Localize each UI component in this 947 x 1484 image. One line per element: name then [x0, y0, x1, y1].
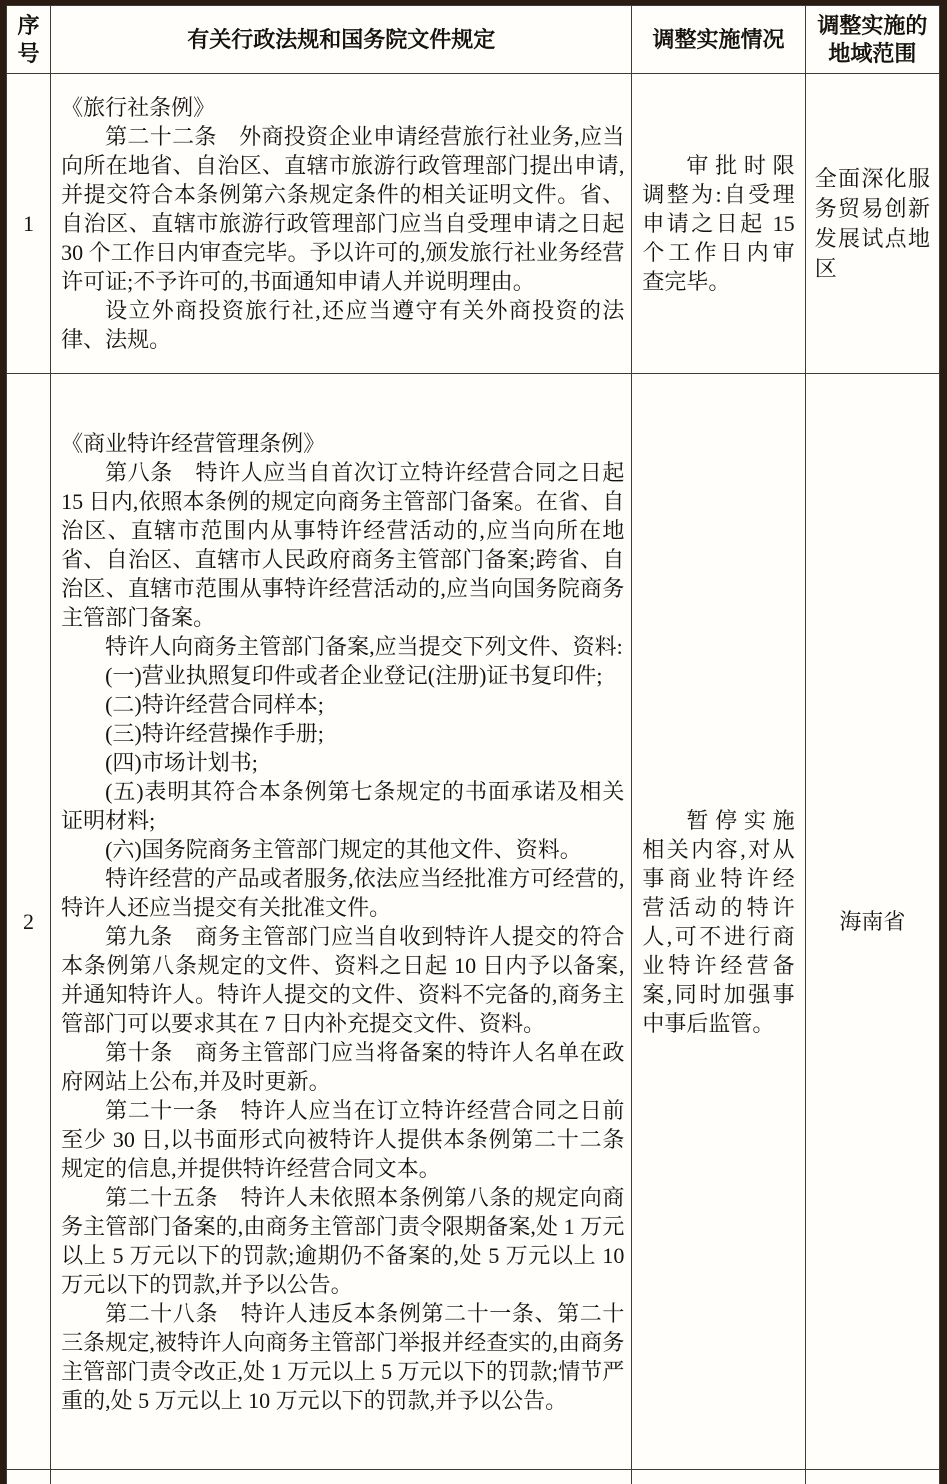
- paragraph: 特许人向商务主管部门备案,应当提交下列文件、资料:: [105, 633, 623, 659]
- paragraph: 第二十五条 特许人未依照本条例第八条的规定向商务主管部门备案的,由商务主管部门责令限期备案,处 1 万元以上 5 万元以下的罚款;逾期仍不备案的,处 5 万元以上 10 万元以下的罚款,并予以公告。: [61, 1184, 625, 1297]
- serial-number-cell: [7, 1470, 51, 1484]
- adjustment-cell: [632, 374, 805, 1470]
- paragraph: (五)表明其符合本条例第七条规定的书面承诺及相关证明材料;: [61, 778, 625, 833]
- paragraph: 特许经营的产品或者服务,依法应当经批准方可经营的,特许人还应当提交有关批准文件。: [61, 865, 625, 920]
- paragraph: 第二十二条 外商投资企业申请经营旅行社业务,应当向所在地省、自治区、直辖市旅游行政管理部门提出申请,并提交符合本条例第六条规定条件的相关证明文件。省、自治区、直辖市旅游行政管理部门应当自受理申请之日起 30 个工作日内审查完毕。予以许可的,颁发旅行社业务经营许可证;不予许可的,书面通知申请人并说明理由。: [61, 124, 625, 294]
- paragraph: 第八条 特许人应当自首次订立特许经营合同之日起 15 日内,依照本条例的规定向商务主管部门备案。在省、自治区、直辖市范围内从事特许经营活动的,应当向所在地省、自治区、直辖市人民政府商务主管部门备案;跨省、自治区、直辖市范围从事特许经营活动的,应当向国务院商务主管部门备案。: [61, 459, 625, 630]
- region-cell: [805, 1470, 939, 1484]
- regulation-adjustment-table: [6, 5, 940, 1484]
- header-region-scope: 调整实施的地域范围: [805, 6, 939, 74]
- table-row-next-partial: [7, 1470, 940, 1484]
- paragraph: (二)特许经营合同样本;: [105, 691, 324, 717]
- regulation-text-cell: [51, 374, 632, 1470]
- region-text: 海南省: [839, 908, 906, 934]
- paragraph: (三)特许经营操作手册;: [105, 720, 324, 746]
- regulation-text-cell: [51, 74, 632, 374]
- paragraph: (一)营业执照复印件或者企业登记(注册)证书复印件;: [105, 662, 603, 688]
- table-row: [7, 74, 940, 374]
- header-regulation-provisions: 有关行政法规和国务院文件规定: [51, 6, 632, 74]
- regulation-paragraphs: [61, 429, 624, 1415]
- paragraph: 《旅行社条例》: [61, 95, 216, 120]
- region-cell: [805, 74, 939, 374]
- serial-number-cell: 2: [7, 374, 51, 1470]
- paragraph: 第二十八条 特许人违反本条例第二十一条、第二十三条规定,被特许人向商务主管部门举报并经查实的,由商务主管部门责令改正,处 1 万元以上 5 万元以下的罚款;情节严重的,处 5 万元以上 10 万元以下的罚款,并予以公告。: [61, 1300, 625, 1413]
- paragraph: 第二十一条 特许人应当在订立特许经营合同之日前至少 30 日,以书面形式向被特许人提供本条例第二十二条规定的信息,并提供特许经营合同文本。: [61, 1097, 625, 1181]
- table-row: [7, 374, 940, 1470]
- paragraph: 《商业特许经营管理条例》: [61, 430, 326, 456]
- paragraph: 第九条 商务主管部门应当自收到特许人提交的符合本条例第八条规定的文件、资料之日起 10 日内予以备案,并通知特许人。特许人提交的文件、资料不完备的,商务主管部门可以要求其在 7 日内补充提交文件、资料。: [61, 923, 625, 1036]
- adjustment-text: 审批时限调整为:自受理申请之日起 15 个工作日内审查完毕。: [642, 153, 795, 294]
- paragraph: 设立外商投资旅行社,还应当遵守有关外商投资的法律、法规。: [61, 298, 625, 352]
- region-text: 全面深化服务贸易创新发展试点地区: [814, 165, 930, 281]
- serial-number-cell: 1: [7, 74, 51, 374]
- regulation-text-cell: [51, 1470, 632, 1484]
- header-row: [7, 6, 940, 74]
- regulation-paragraphs: [61, 93, 624, 354]
- adjustment-text: 暂停实施相关内容,对从事商业特许经营活动的特许人,可不进行商业特许经营备案,同时加强事中事后监管。: [642, 807, 795, 1036]
- header-adjustment-status: 调整实施情况: [632, 6, 805, 74]
- region-cell: [805, 374, 939, 1470]
- adjustment-cell: [632, 74, 805, 374]
- paragraph: (四)市场计划书;: [105, 749, 258, 775]
- header-serial-number: 序号: [7, 6, 51, 74]
- adjustment-cell: [632, 1470, 805, 1484]
- paragraph: (六)国务院商务主管部门规定的其他文件、资料。: [105, 836, 582, 862]
- paragraph: 第十条 商务主管部门应当将备案的特许人名单在政府网站上公布,并及时更新。: [61, 1039, 625, 1094]
